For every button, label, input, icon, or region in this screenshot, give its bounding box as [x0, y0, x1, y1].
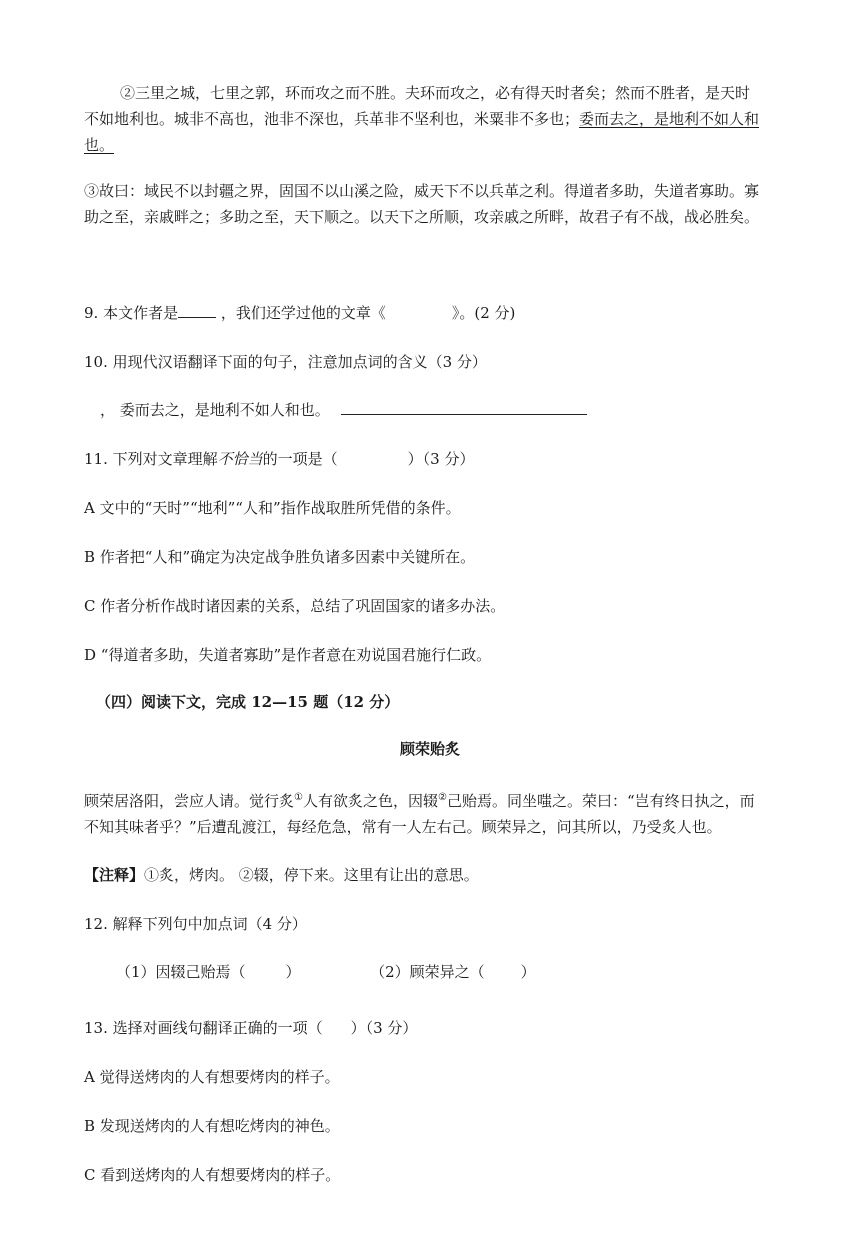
footnote-mark-2: ②	[438, 792, 447, 803]
q11-option-c-text: C 作者分析作战时诸因素的关系，总结了巩固国家的诸多办法。	[84, 597, 506, 615]
q11-text-d: ）（3 分）	[407, 450, 475, 468]
q13-option-b-text: B 发现送烤肉的人有想吃烤肉的神色。	[84, 1117, 340, 1135]
underlined-sentence: 委而去之，是地利不如人和也。	[84, 110, 760, 154]
q11-option-a[interactable]	[84, 497, 461, 518]
footnote-mark-1: ①	[294, 792, 303, 803]
q13-option-b[interactable]	[84, 1115, 340, 1136]
body-part-c: 己贻焉。同坐嗤之。荣曰：“岂有终日执之，而不知其味者乎？”后遭乱渡江，每经危急，常有一人左右己。顾荣异之，问其所以，乃受炙人也。	[84, 792, 755, 836]
q12-item2: （2）顾荣异之（	[370, 963, 485, 981]
passage-p2-text: ②三里之城，七里之郭，环而攻之而不胜。夫环而攻之，必有得天时者矣；然而不胜者，是天时不如地利也。城非不高也，池非不深也，兵革非不坚利也，米粟非不多也；	[84, 84, 751, 128]
q12-item1: （1）因辍己贻焉（	[116, 963, 246, 981]
q9-text-c: 》。(2 分)	[451, 304, 516, 322]
q11-option-d[interactable]	[84, 644, 491, 665]
question-10	[84, 351, 487, 372]
q10-text: 10. 用现代汉语翻译下面的句子，注意加点词的含义（3 分）	[84, 353, 487, 371]
note-label: 【注释】	[84, 866, 145, 884]
q11-option-d-text: D “得道者多助，失道者寡助”是作者意在劝说国君施行仁政。	[84, 646, 492, 664]
q10-bullet: ，	[100, 401, 116, 419]
note-text: ①炙，烤肉。 ②辍，停下来。这里有让出的意思。	[144, 866, 479, 884]
q11-emphasis: 不恰当	[217, 450, 263, 468]
notes-line	[84, 864, 479, 885]
q11-text-c: 的一项是（	[262, 450, 338, 468]
q11-option-c[interactable]	[84, 595, 505, 616]
q13-option-a-text: A 觉得送烤肉的人有想要烤肉的样子。	[84, 1068, 340, 1086]
passage-p3-text: ③故曰：域民不以封疆之界，固国不以山溪之险，威天下不以兵革之利。得道者多助，失道者寡助。寡助之至，亲戚畔之；多助之至，天下顺之。以天下之所顺，攻亲戚之所畔，故君子有不战，战必胜矣。	[84, 182, 760, 226]
q13-option-c-text: C 看到送烤肉的人有想要烤肉的样子。	[84, 1166, 341, 1184]
q13-text-b: ）（3 分）	[350, 1019, 418, 1037]
q11-text-a: 11. 下列对文章理解	[84, 450, 218, 468]
q11-option-a-text: A 文中的“天时”“地利”“人和”指作战取胜所凭借的条件。	[84, 499, 461, 517]
q10-sentence-line	[100, 399, 587, 420]
passage-title	[0, 738, 860, 759]
question-9	[84, 302, 515, 323]
q13-text-a: 13. 选择对画线句翻译正确的一项（	[84, 1019, 323, 1037]
question-11	[84, 448, 474, 469]
q12-item2-end: ）	[520, 963, 536, 981]
q12-text: 12. 解释下列句中加点词（4 分）	[84, 915, 307, 933]
body-part-b: 人有欲炙之色，因辍	[302, 792, 438, 810]
q13-option-c[interactable]	[84, 1164, 340, 1185]
passage-title-text: 顾荣贻炙	[399, 740, 460, 758]
body-part-a: 顾荣居洛阳，尝应人请。觉行炙	[84, 792, 295, 810]
q12-items	[116, 961, 536, 982]
question-12	[84, 913, 307, 934]
q13-option-a[interactable]	[84, 1066, 340, 1087]
section-4-heading	[96, 691, 399, 712]
passage-4-body	[84, 785, 764, 840]
q9-text-a: 9. 本文作者是	[84, 304, 179, 322]
q11-option-b-text: B 作者把“人和”确定为决定战争胜负诸多因素中关键所在。	[84, 548, 476, 566]
q11-option-b[interactable]	[84, 546, 475, 567]
q10-sentence: 委而去之，是地利不如人和也。	[119, 401, 330, 419]
question-13	[84, 1017, 417, 1038]
passage-paragraph-2	[84, 80, 764, 158]
q9-author-blank[interactable]	[178, 317, 216, 318]
q10-answer-blank[interactable]	[341, 414, 587, 415]
section-4-heading-text: （四）阅读下文，完成 12—15 题（12 分）	[96, 693, 400, 711]
passage-paragraph-3	[84, 178, 764, 230]
q12-item1-end: ）	[285, 963, 301, 981]
q9-text-b: ，我们还学过他的文章《	[220, 304, 386, 322]
